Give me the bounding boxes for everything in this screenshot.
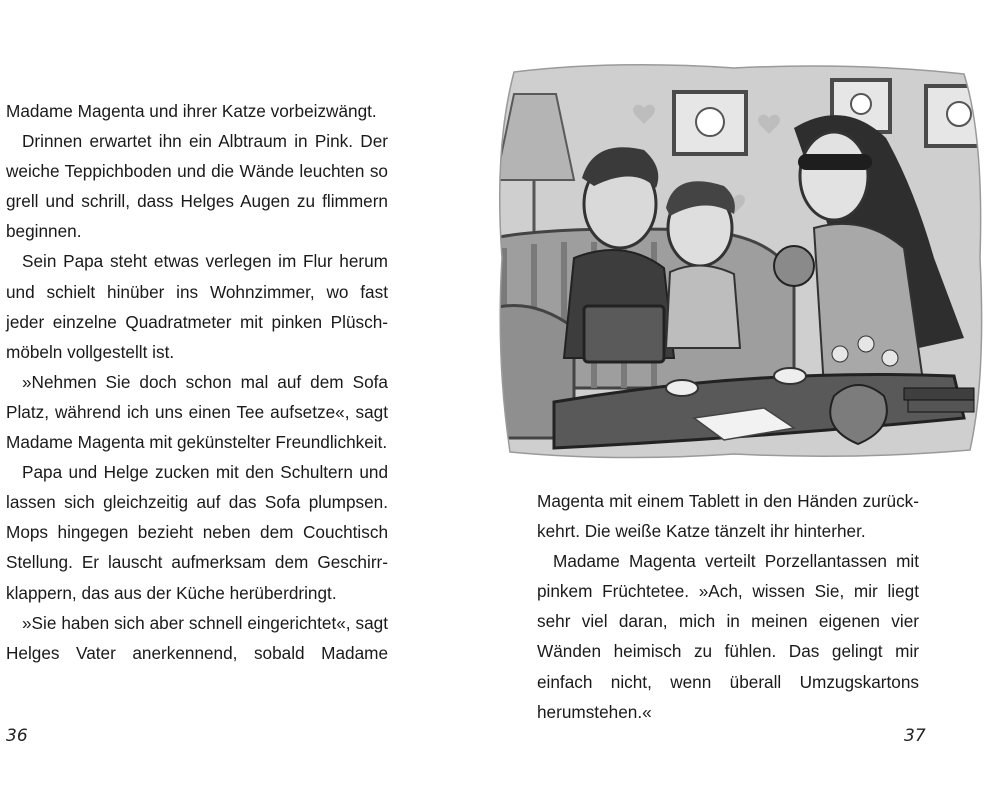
illustration <box>494 58 986 462</box>
paragraph: Drinnen erwartet ihn ein Albtraum in Pink. Der weiche Teppichboden und die Wände leuchten so grell und schrill, dass Helges Augen zu flimmern beginnen. <box>6 131 388 242</box>
magenta-mask <box>798 154 872 170</box>
books <box>904 388 974 400</box>
paragraph: Magenta mit einem Tablett in den Händen zurückkehrt. Die weiße Katze tänzelt ihr hinterher. <box>537 491 919 542</box>
paragraph: Sein Papa steht etwas verlegen im Flur herum und schielt hinüber ins Wohnzimmer, wo fast jeder einzelne Quadratmeter mit pinken Plüschmöbeln vollgestellt ist. <box>6 251 388 362</box>
paragraph: Papa und Helge zucken mit den Schultern und lassen sich gleichzeitig auf das Sofa plumpsen. Mops hingegen bezieht neben dem Couchtisch Stellung. Er lauscht aufmerksam dem Geschirrklappern, das aus der Küche herüberdringt. <box>6 462 388 603</box>
right-page <box>500 0 1000 800</box>
paragraph: Madame Magenta verteilt Porzellantassen mit pinkem Früchtetee. »Ach, wissen Sie, mir liegt sehr viel daran, mich in meinen eigenen vier Wänden heimisch zu fühlen. Das gelingt mir einfach nicht, wenn überall Umzugskartons herumstehen.« <box>537 551 919 722</box>
teapot <box>774 246 814 286</box>
left-page-text <box>6 96 388 668</box>
paragraph: Madame Magenta und ihrer Katze vorbeizwängt. <box>6 101 377 121</box>
right-page-text <box>537 486 919 727</box>
briefcase <box>584 306 664 362</box>
page-number: 37 <box>904 726 926 746</box>
page-number: 36 <box>6 726 28 746</box>
boy-body <box>666 265 740 348</box>
teacup <box>774 368 806 384</box>
magenta-head <box>800 132 868 220</box>
paragraph: »Sie haben sich aber schnell eingerichtet«, sagt Helges Vater anerkennend, sobald Madame <box>6 612 388 663</box>
teacup <box>666 380 698 396</box>
paragraph: »Nehmen Sie doch schon mal auf dem Sofa Platz, während ich uns einen Tee aufsetze«, sagt Madame Magenta mit gekünstelter Freundlichkeit. <box>6 371 388 453</box>
